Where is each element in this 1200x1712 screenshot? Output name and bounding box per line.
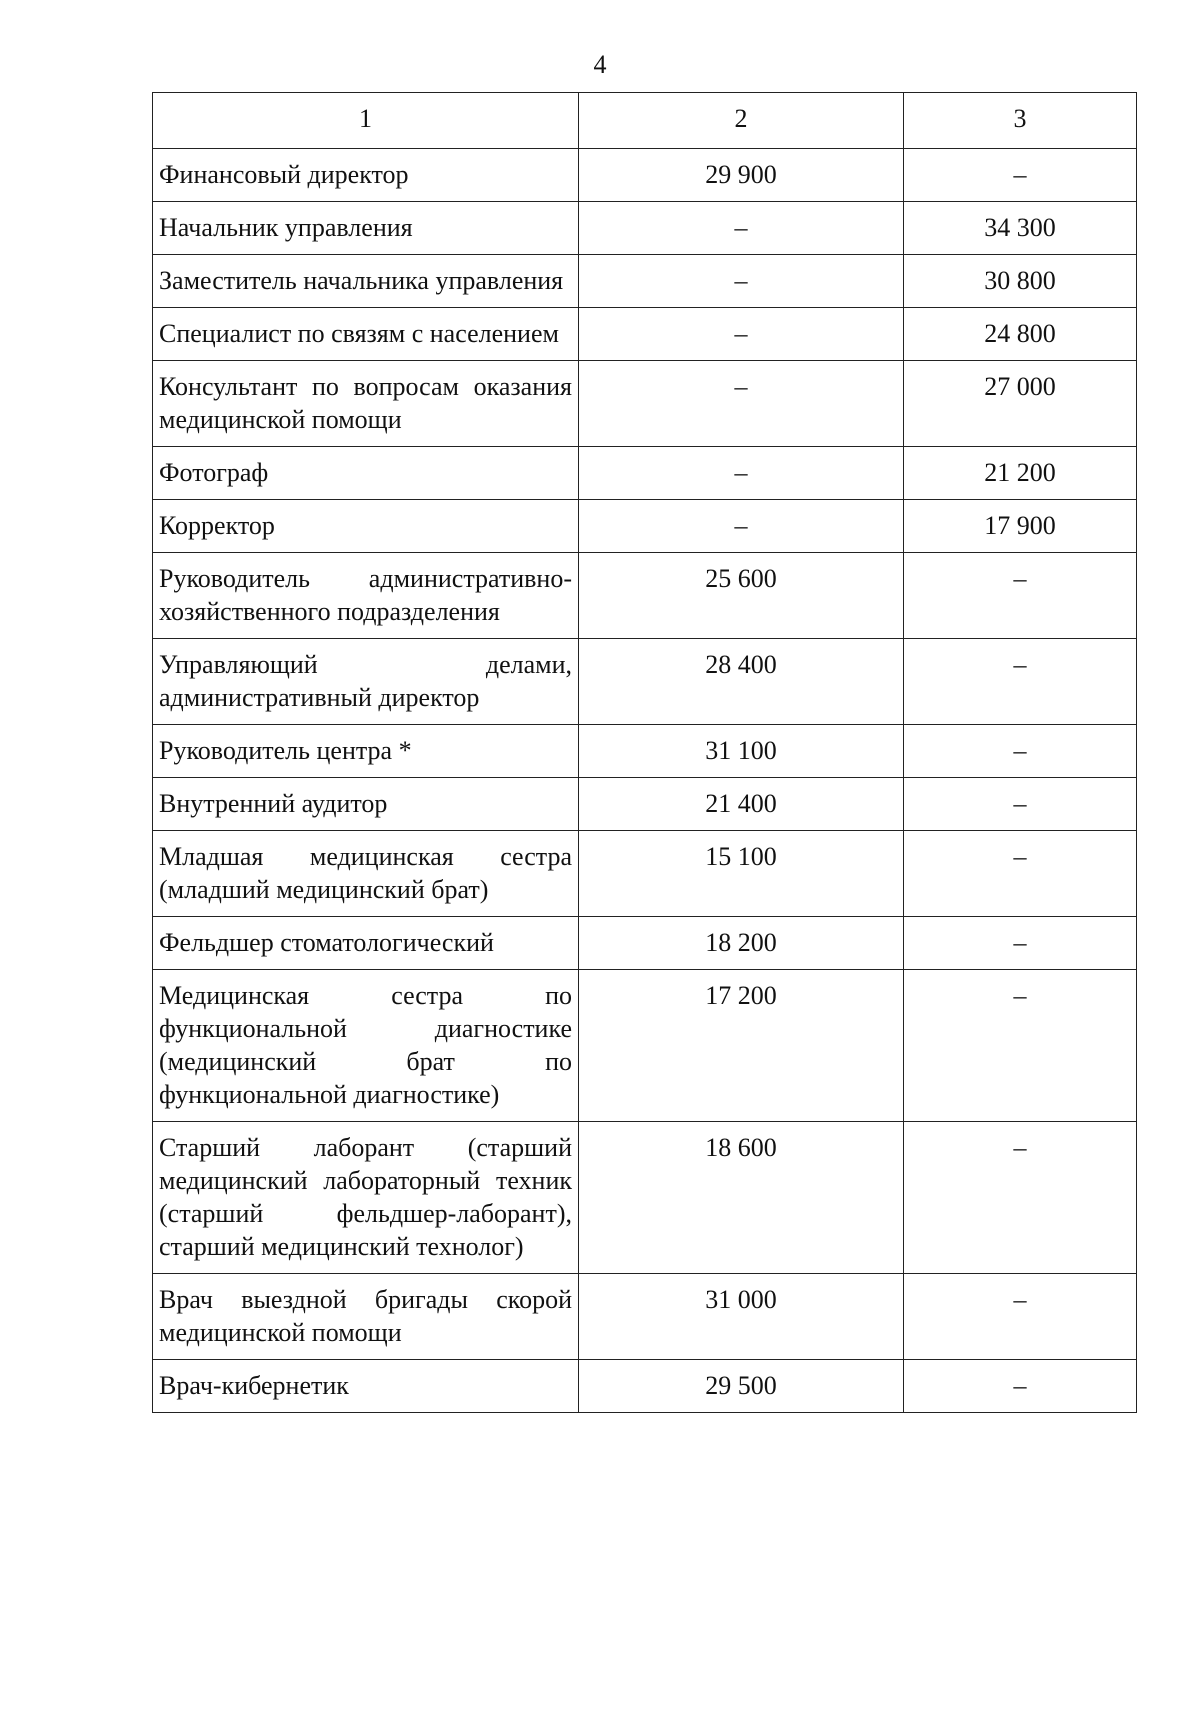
column-header-3: 3 <box>904 93 1137 149</box>
table-row <box>153 970 1137 1122</box>
value-cell-col3: – <box>904 1122 1137 1274</box>
position-cell: Руководитель центра * <box>153 725 579 778</box>
value-cell-col2: 18 600 <box>579 1122 904 1274</box>
value-cell-col2: 31 100 <box>579 725 904 778</box>
position-cell: Внутренний аудитор <box>153 778 579 831</box>
value-cell-col3: – <box>904 778 1137 831</box>
position-cell: Медицинская сестра по функциональной диагностике (медицинский брат по функциональной диагностике) <box>153 970 579 1122</box>
position-cell: Фотограф <box>153 447 579 500</box>
table-row <box>153 361 1137 447</box>
value-cell-col2: – <box>579 202 904 255</box>
value-cell-col2: – <box>579 500 904 553</box>
column-header-2: 2 <box>579 93 904 149</box>
value-cell-col3: – <box>904 639 1137 725</box>
table-header-row <box>153 93 1137 149</box>
value-cell-col2: 29 900 <box>579 149 904 202</box>
value-cell-col2: – <box>579 308 904 361</box>
table-row <box>153 725 1137 778</box>
position-cell: Старший лаборант (старший медицинский лабораторный техник (старший фельдшер-лаборант), старший медицинский технолог) <box>153 1122 579 1274</box>
value-cell-col3: – <box>904 970 1137 1122</box>
table-row <box>153 308 1137 361</box>
value-cell-col2: 28 400 <box>579 639 904 725</box>
value-cell-col2: 15 100 <box>579 831 904 917</box>
table-row <box>153 500 1137 553</box>
position-cell: Финансовый директор <box>153 149 579 202</box>
value-cell-col2: 25 600 <box>579 553 904 639</box>
table-row <box>153 1360 1137 1413</box>
value-cell-col2: – <box>579 255 904 308</box>
value-cell-col2: 29 500 <box>579 1360 904 1413</box>
table-row <box>153 639 1137 725</box>
value-cell-col2: 18 200 <box>579 917 904 970</box>
table-row <box>153 202 1137 255</box>
table-row <box>153 447 1137 500</box>
value-cell-col3: – <box>904 553 1137 639</box>
table-row <box>153 917 1137 970</box>
value-cell-col2: – <box>579 361 904 447</box>
position-cell: Заместитель начальника управления <box>153 255 579 308</box>
value-cell-col2: 31 000 <box>579 1274 904 1360</box>
value-cell-col2: 17 200 <box>579 970 904 1122</box>
position-cell: Консультант по вопросам оказания медицинской помощи <box>153 361 579 447</box>
position-cell: Руководитель административно-хозяйственного подразделения <box>153 553 579 639</box>
position-cell: Управляющий делами, административный директор <box>153 639 579 725</box>
table-row <box>153 255 1137 308</box>
table-row <box>153 149 1137 202</box>
table-row <box>153 831 1137 917</box>
position-cell: Специалист по связям с населением <box>153 308 579 361</box>
value-cell-col3: – <box>904 831 1137 917</box>
column-header-1: 1 <box>153 93 579 149</box>
value-cell-col3: 24 800 <box>904 308 1137 361</box>
salary-table <box>152 92 1137 1413</box>
position-cell: Врач выездной бригады скорой медицинской помощи <box>153 1274 579 1360</box>
position-cell: Начальник управления <box>153 202 579 255</box>
value-cell-col3: – <box>904 1274 1137 1360</box>
value-cell-col3: 21 200 <box>904 447 1137 500</box>
value-cell-col3: – <box>904 149 1137 202</box>
value-cell-col3: – <box>904 725 1137 778</box>
position-cell: Фельдшер стоматологический <box>153 917 579 970</box>
value-cell-col3: 34 300 <box>904 202 1137 255</box>
value-cell-col3: – <box>904 1360 1137 1413</box>
value-cell-col3: – <box>904 917 1137 970</box>
table-row <box>153 778 1137 831</box>
value-cell-col3: 27 000 <box>904 361 1137 447</box>
table-row <box>153 1274 1137 1360</box>
table-row <box>153 553 1137 639</box>
page-number: 4 <box>593 50 607 79</box>
position-cell: Младшая медицинская сестра (младший медицинский брат) <box>153 831 579 917</box>
position-cell: Врач-кибернетик <box>153 1360 579 1413</box>
value-cell-col3: 17 900 <box>904 500 1137 553</box>
value-cell-col2: 21 400 <box>579 778 904 831</box>
value-cell-col3: 30 800 <box>904 255 1137 308</box>
position-cell: Корректор <box>153 500 579 553</box>
value-cell-col2: – <box>579 447 904 500</box>
table-row <box>153 1122 1137 1274</box>
